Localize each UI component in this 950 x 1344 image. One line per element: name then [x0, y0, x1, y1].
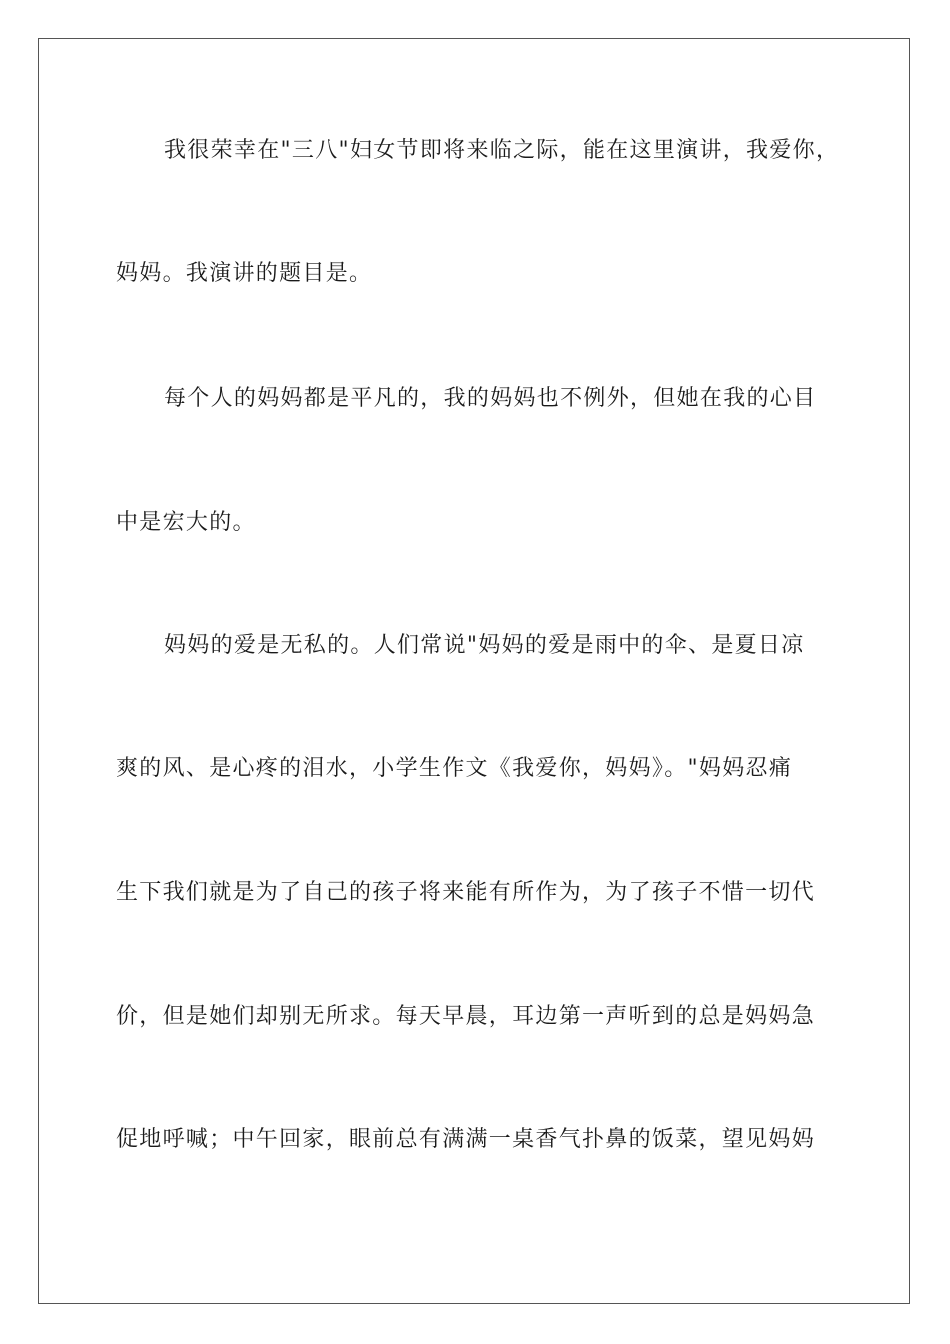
paragraph-2-line-2: 中是宏大的。 [116, 510, 256, 535]
paragraph-3-line-4: 价，但是她们却别无所求。每天早晨，耳边第一声听到的总是妈妈急 [116, 1004, 816, 1029]
paragraph-3-line-3: 生下我们就是为了自己的孩子将来能有所作为，为了孩子不惜一切代 [116, 880, 816, 905]
paragraph-1-line-1: 我很荣幸在"三八"妇女节即将来临之际，能在这里演讲，我爱你， [164, 138, 840, 163]
paragraph-2-line-1: 每个人的妈妈都是平凡的，我的妈妈也不例外，但她在我的心目 [164, 386, 817, 411]
paragraph-1-line-2: 妈妈。我演讲的题目是。 [116, 261, 373, 286]
paragraph-3-line-5: 促地呼喊；中午回家，眼前总有满满一桌香气扑鼻的饭菜，望见妈妈 [116, 1127, 816, 1152]
paragraph-3-line-2: 爽的风、是心疼的泪水，小学生作文《我爱你，妈妈》。"妈妈忍痛 [116, 756, 793, 781]
paragraph-3-line-1: 妈妈的爱是无私的。人们常说"妈妈的爱是雨中的伞、是夏日凉 [164, 633, 805, 658]
page-border [38, 38, 910, 1304]
